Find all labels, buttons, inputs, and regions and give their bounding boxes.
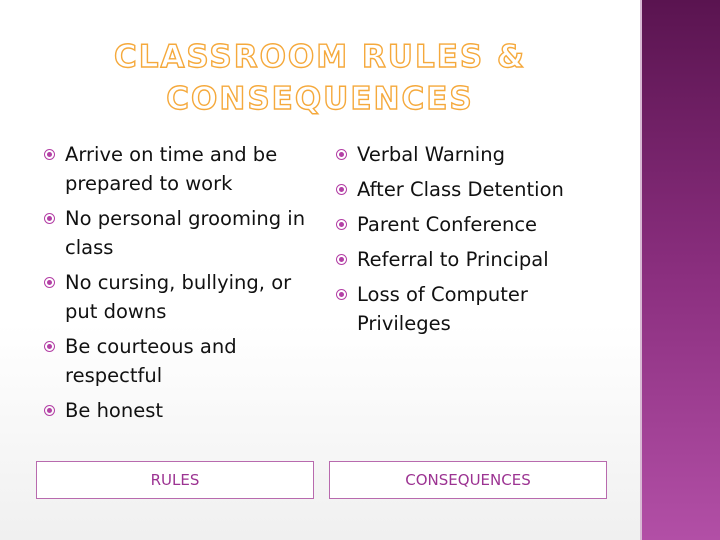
rule-text: Be honest bbox=[65, 399, 164, 422]
circle-dot-icon bbox=[336, 254, 347, 265]
title-line-2: CONSEQUENCES bbox=[166, 81, 474, 117]
circle-dot-icon bbox=[336, 149, 347, 160]
consequence-text: Referral to Principal bbox=[357, 248, 549, 271]
circle-dot-icon bbox=[44, 149, 55, 160]
rule-item bbox=[44, 204, 306, 262]
circle-dot-icon bbox=[44, 405, 55, 416]
circle-dot-icon bbox=[336, 289, 347, 300]
rule-item bbox=[44, 332, 306, 390]
rule-item bbox=[44, 396, 306, 425]
circle-dot-icon bbox=[336, 184, 347, 195]
rule-text: Be courteous and respectful bbox=[65, 335, 237, 387]
rule-text: No personal grooming in class bbox=[65, 207, 306, 259]
rule-item bbox=[44, 140, 306, 198]
consequence-item bbox=[336, 280, 606, 338]
consequence-item bbox=[336, 175, 606, 204]
consequence-item bbox=[336, 245, 606, 274]
consequences-label-box: CONSEQUENCES bbox=[329, 461, 607, 499]
rules-list bbox=[44, 140, 306, 431]
consequence-text: Verbal Warning bbox=[357, 143, 505, 166]
consequence-item bbox=[336, 210, 606, 239]
rules-label-box: RULES bbox=[36, 461, 314, 499]
title-line-1: CLASSROOM RULES & bbox=[113, 39, 527, 75]
rule-text: Arrive on time and be prepared to work bbox=[65, 143, 278, 195]
consequence-text: Loss of Computer Privileges bbox=[357, 283, 528, 335]
consequence-text: After Class Detention bbox=[357, 178, 564, 201]
rule-item bbox=[44, 268, 306, 326]
consequence-item bbox=[336, 140, 606, 169]
circle-dot-icon bbox=[44, 341, 55, 352]
circle-dot-icon bbox=[44, 277, 55, 288]
decorative-sidebar bbox=[642, 0, 720, 540]
circle-dot-icon bbox=[44, 213, 55, 224]
circle-dot-icon bbox=[336, 219, 347, 230]
consequence-text: Parent Conference bbox=[357, 213, 538, 236]
rule-text: No cursing, bullying, or put downs bbox=[65, 271, 292, 323]
consequences-list bbox=[336, 140, 606, 344]
slide-title bbox=[100, 36, 540, 120]
